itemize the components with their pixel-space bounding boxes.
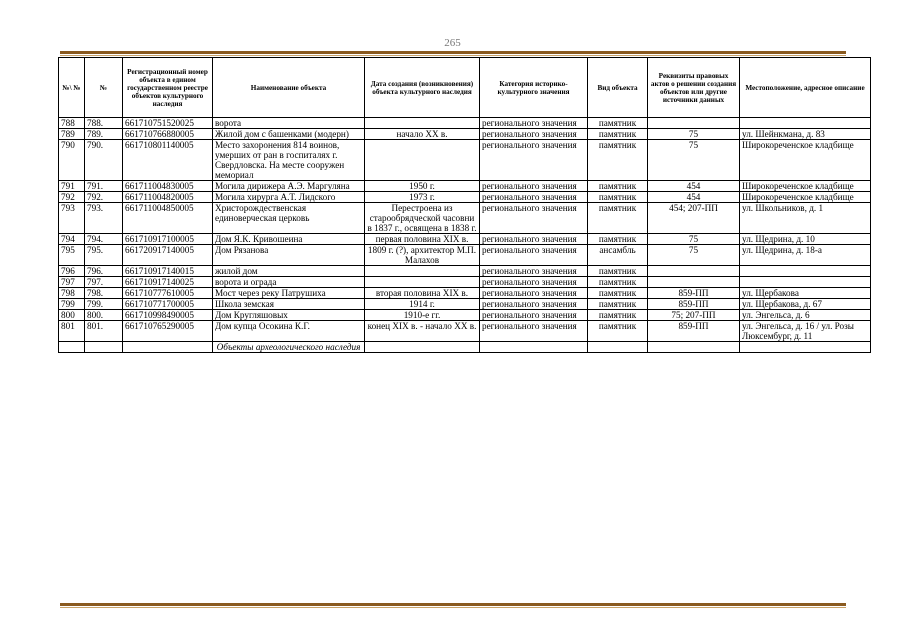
registry-number-cell: 661710766880005 [123, 129, 213, 140]
object-name-cell: Могила дирижера А.Э. Маргуляна [213, 181, 365, 192]
object-name-cell: жилой дом [213, 266, 365, 277]
object-kind-cell: памятник [588, 129, 648, 140]
creation-date-cell: начало XX в. [365, 129, 480, 140]
object-name-cell: Школа земская [213, 299, 365, 310]
object-name-cell: Жилой дом с башенками (модерн) [213, 129, 365, 140]
legal-acts-cell: 859-ПП [648, 321, 740, 342]
legal-acts-cell: 454 [648, 192, 740, 203]
top-rule [60, 51, 846, 56]
creation-date-cell: вторая половина XIX в. [365, 288, 480, 299]
row-number-cell: 794 [59, 234, 85, 245]
table-row [59, 277, 871, 288]
table-row [59, 203, 871, 234]
object-name-cell: ворота и ограда [213, 277, 365, 288]
creation-date-cell: 1973 г. [365, 192, 480, 203]
object-name-cell: Христорождественская единоверческая церковь [213, 203, 365, 234]
registry-number-cell: 661711004850005 [123, 203, 213, 234]
header-cell: № [85, 58, 123, 118]
category-cell: регионального значения [480, 181, 588, 192]
section-row [59, 342, 871, 353]
legal-acts-cell: 75 [648, 245, 740, 266]
ordinal-cell: 799. [85, 299, 123, 310]
category-cell: регионального значения [480, 321, 588, 342]
object-kind-cell: памятник [588, 266, 648, 277]
legal-acts-cell [648, 277, 740, 288]
object-kind-cell: памятник [588, 192, 648, 203]
location-cell: ул. Школьников, д. 1 [740, 203, 871, 234]
row-number-cell: 790 [59, 140, 85, 181]
location-cell: ул. Энгельса, д. 16 / ул. Розы Люксембург, д. 11 [740, 321, 871, 342]
object-kind-cell: памятник [588, 181, 648, 192]
bottom-rule [60, 603, 846, 608]
header-cell: Категория историко-культурного значения [480, 58, 588, 118]
object-name-cell: Место захоронения 814 воинов, умерших от ран в госпиталях г. Свердловска. На месте сооружен мемориал [213, 140, 365, 181]
page-number: 265 [444, 37, 461, 49]
ordinal-cell: 795. [85, 245, 123, 266]
object-kind-cell: памятник [588, 299, 648, 310]
table-row [59, 140, 871, 181]
category-cell: регионального значения [480, 299, 588, 310]
table-row [59, 245, 871, 266]
creation-date-cell: конец XIX в. - начало XX в. [365, 321, 480, 342]
header-cell: Вид объекта [588, 58, 648, 118]
row-number-cell: 792 [59, 192, 85, 203]
legal-acts-cell: 75; 207-ПП [648, 310, 740, 321]
registry-number-cell: 661711004830005 [123, 181, 213, 192]
creation-date-cell [365, 266, 480, 277]
category-cell: регионального значения [480, 118, 588, 129]
table-row [59, 321, 871, 342]
creation-date-cell: первая половина XIX в. [365, 234, 480, 245]
legal-acts-cell: 75 [648, 140, 740, 181]
ordinal-cell: 791. [85, 181, 123, 192]
row-number-cell: 791 [59, 181, 85, 192]
header-cell: №\ № [59, 58, 85, 118]
ordinal-cell: 790. [85, 140, 123, 181]
table-row [59, 310, 871, 321]
row-number-cell: 795 [59, 245, 85, 266]
object-kind-cell: памятник [588, 288, 648, 299]
table-header-row [59, 58, 871, 118]
registry-number-cell: 661720917140005 [123, 245, 213, 266]
ordinal-cell: 801. [85, 321, 123, 342]
row-number-cell: 788 [59, 118, 85, 129]
row-number-cell: 799 [59, 299, 85, 310]
legal-acts-cell [648, 266, 740, 277]
object-name-cell: Могила хирурга А.Т. Лидского [213, 192, 365, 203]
object-name-cell: Дом купца Осокина К.Г. [213, 321, 365, 342]
row-number-cell: 797 [59, 277, 85, 288]
object-kind-cell: памятник [588, 321, 648, 342]
ordinal-cell: 794. [85, 234, 123, 245]
table-row [59, 288, 871, 299]
legal-acts-cell: 859-ПП [648, 288, 740, 299]
ordinal-cell: 788. [85, 118, 123, 129]
registry-number-cell: 661710777610005 [123, 288, 213, 299]
category-cell: регионального значения [480, 245, 588, 266]
row-number-cell: 798 [59, 288, 85, 299]
object-name-cell: Мост через реку Патрушиха [213, 288, 365, 299]
location-cell [740, 266, 871, 277]
registry-number-cell: 661711004820005 [123, 192, 213, 203]
table-row [59, 234, 871, 245]
category-cell: регионального значения [480, 140, 588, 181]
legal-acts-cell: 454; 207-ПП [648, 203, 740, 234]
table-row [59, 118, 871, 129]
location-cell: Широкореченское кладбище [740, 181, 871, 192]
object-kind-cell: памятник [588, 310, 648, 321]
row-number-cell: 800 [59, 310, 85, 321]
creation-date-cell: 1950 г. [365, 181, 480, 192]
location-cell [740, 118, 871, 129]
legal-acts-cell [648, 118, 740, 129]
object-kind-cell: памятник [588, 277, 648, 288]
location-cell [740, 277, 871, 288]
creation-date-cell [365, 118, 480, 129]
table-row [59, 266, 871, 277]
table-row [59, 129, 871, 140]
registry-number-cell: 661710917100005 [123, 234, 213, 245]
row-number-cell: 801 [59, 321, 85, 342]
legal-acts-cell: 75 [648, 129, 740, 140]
object-name-cell: Дом Я.К. Кривошеина [213, 234, 365, 245]
category-cell: регионального значения [480, 310, 588, 321]
location-cell: ул. Щербакова, д. 67 [740, 299, 871, 310]
ordinal-cell: 792. [85, 192, 123, 203]
header-cell: Наименование объекта [213, 58, 365, 118]
creation-date-cell: 1910-е гг. [365, 310, 480, 321]
registry-number-cell: 661710917140025 [123, 277, 213, 288]
registry-number-cell: 661710751520025 [123, 118, 213, 129]
ordinal-cell: 793. [85, 203, 123, 234]
category-cell: регионального значения [480, 129, 588, 140]
object-kind-cell: памятник [588, 234, 648, 245]
object-name-cell: Дом Кругляшовых [213, 310, 365, 321]
header-cell: Регистрационный номер объекта в едином государственном реестре объектов культурного наследия [123, 58, 213, 118]
legal-acts-cell: 75 [648, 234, 740, 245]
row-number-cell: 796 [59, 266, 85, 277]
location-cell: ул. Щедрина, д. 18-а [740, 245, 871, 266]
category-cell: регионального значения [480, 192, 588, 203]
category-cell: регионального значения [480, 288, 588, 299]
registry-number-cell: 661710765290005 [123, 321, 213, 342]
legal-acts-cell: 454 [648, 181, 740, 192]
header-cell: Дата создания (возникновения) объекта культурного наследия [365, 58, 480, 118]
location-cell: Широкореченское кладбище [740, 192, 871, 203]
registry-number-cell: 661710771700005 [123, 299, 213, 310]
header-cell: Местоположение, адресное описание [740, 58, 871, 118]
location-cell: ул. Шейнкмана, д. 83 [740, 129, 871, 140]
creation-date-cell: 1914 г. [365, 299, 480, 310]
table-row [59, 181, 871, 192]
object-kind-cell: памятник [588, 118, 648, 129]
ordinal-cell: 796. [85, 266, 123, 277]
ordinal-cell: 798. [85, 288, 123, 299]
object-kind-cell: ансамбль [588, 245, 648, 266]
table-row [59, 299, 871, 310]
creation-date-cell [365, 277, 480, 288]
object-name-cell: Дом Рязанова [213, 245, 365, 266]
location-cell: ул. Щербакова [740, 288, 871, 299]
registry-number-cell: 661710801140005 [123, 140, 213, 181]
location-cell: ул. Энгельса, д. 6 [740, 310, 871, 321]
table-row [59, 192, 871, 203]
object-kind-cell: памятник [588, 140, 648, 181]
registry-number-cell: 661710998490005 [123, 310, 213, 321]
ordinal-cell: 800. [85, 310, 123, 321]
ordinal-cell: 789. [85, 129, 123, 140]
creation-date-cell [365, 140, 480, 181]
location-cell: Широкореченское кладбище [740, 140, 871, 181]
creation-date-cell: 1809 г. (?), архитектор М.П. Малахов [365, 245, 480, 266]
category-cell: регионального значения [480, 277, 588, 288]
creation-date-cell: Перестроена из старообрядческой часовни в 1837 г., освящена в 1838 г. [365, 203, 480, 234]
object-name-cell: ворота [213, 118, 365, 129]
row-number-cell: 789 [59, 129, 85, 140]
legal-acts-cell: 859-ПП [648, 299, 740, 310]
heritage-registry-table [58, 57, 871, 353]
registry-number-cell: 661710917140015 [123, 266, 213, 277]
object-kind-cell: памятник [588, 203, 648, 234]
row-number-cell: 793 [59, 203, 85, 234]
category-cell: регионального значения [480, 203, 588, 234]
section-title: Объекты археологического наследия [213, 342, 365, 353]
category-cell: регионального значения [480, 234, 588, 245]
header-cell: Реквизиты правовых актов о решении создания объектов или другие источники данных [648, 58, 740, 118]
category-cell: регионального значения [480, 266, 588, 277]
ordinal-cell: 797. [85, 277, 123, 288]
location-cell: ул. Щедрина, д. 10 [740, 234, 871, 245]
